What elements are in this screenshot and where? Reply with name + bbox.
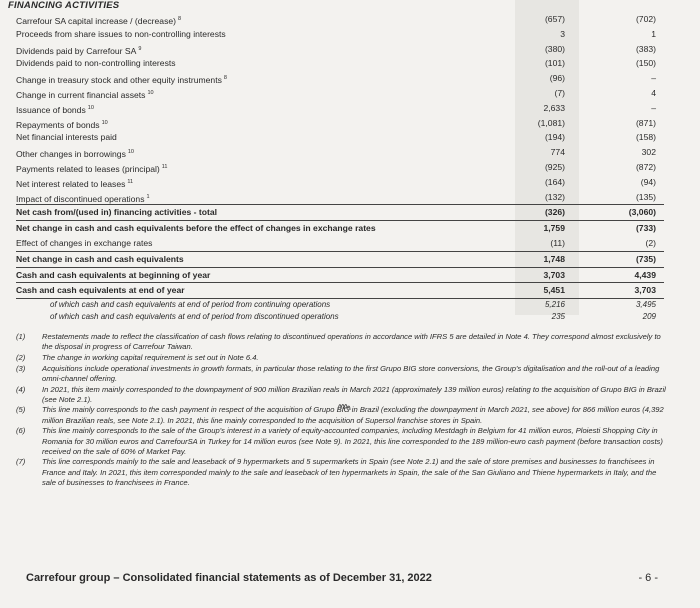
- table-row: [16, 56, 664, 71]
- value-2021: 4,439: [634, 269, 656, 280]
- footnote-text: This line mainly corresponds to the cash payment in respect of the acquisition of Grupo BIG in Brazil (excluding the downpayment in March 2021, see above) for 866 million euros (4,392 million Brazilian reals, see Note 2.1). In 2021, this line mainly corresponded to the acquisition of Supersol franchise stores in Spain.: [42, 405, 664, 425]
- footnote: [16, 426, 666, 457]
- table-row: [16, 145, 664, 160]
- value-2022: 3: [560, 28, 565, 39]
- footnote-text: This line mainly corresponds to the sale of the Group's interest in a variety of equity-accounted companies, including Mestdagh in Belgium for 41 million euros, Ploiesti Shopping City in Romania for 30 million euros and CarrefourSA in Turkey for 14 million euros (see Note 9). In 2021, this line corresponded to the 189 million-euro cash payment (before transaction costs) received on the sale of 60% of Market Pay.: [42, 426, 663, 456]
- value-2022: (101): [544, 58, 565, 69]
- row-label: Effect of changes in exchange rates: [16, 237, 153, 248]
- row-label: Dividends paid by Carrefour SA $^9$: [16, 45, 142, 56]
- row-label: Net financial interests paid: [16, 132, 117, 143]
- footnote-text: This line corresponds mainly to the sale and leaseback of 9 hypermarkets and 5 supermarkets in Spain (see Note 2.1) and the sale of store premises and businesses to franchisees in France and Italy. In 2021, this item corresponded mainly to the sale and leaseback of ten hypermarkets in Spain, the sale of the San Giuliano and Thiene hypermarkets in Italy, and the sale of businesses to franchisees in France.: [42, 457, 657, 487]
- row-label: Cash and cash equivalents at end of year: [16, 285, 185, 296]
- row-label: Issuance of bonds $^{10}$: [16, 104, 94, 115]
- value-2021: (733): [635, 223, 656, 234]
- footnote-number: (4): [16, 384, 26, 394]
- row-label: Net cash from/(used in) financing activities - total: [16, 207, 218, 218]
- value-2022: 774: [550, 147, 565, 158]
- footnote-ref: 10: [127, 149, 134, 156]
- table-row: [16, 12, 664, 27]
- value-2021: (150): [635, 58, 656, 69]
- value-2022: 1,759: [543, 223, 565, 234]
- value-2021: –: [651, 102, 656, 113]
- value-2021: (735): [635, 253, 656, 264]
- footnote-text: Acquisitions include operational investments in growth formats, in particular those relating to the first Grupo BIG store conversions, the Group's digitalisation and the roll-out of a leading omni-channel offering.: [42, 363, 660, 383]
- footnote: [16, 353, 666, 363]
- footnote-ref: 11: [127, 178, 134, 185]
- row-label: of which cash and cash equivalents at end of period from discontinued operations: [50, 312, 339, 322]
- footnote-number: (6): [16, 426, 26, 436]
- value-2021: (158): [635, 132, 656, 143]
- value-2022: 3,703: [543, 269, 565, 280]
- table-row: [16, 311, 664, 323]
- table-row: [16, 267, 664, 283]
- value-2022: 5,216: [544, 300, 565, 310]
- value-2021: (871): [635, 117, 656, 128]
- value-2022: (164): [544, 176, 565, 187]
- table-row: [16, 42, 664, 57]
- footnote-number: (3): [16, 363, 26, 373]
- value-2021: (702): [635, 14, 656, 24]
- table-row: [16, 299, 664, 311]
- value-2022: (1,081): [537, 117, 565, 128]
- value-2021: (383): [635, 43, 656, 54]
- value-2021: 209: [642, 312, 656, 322]
- footnote-ref: 11: [161, 163, 168, 170]
- row-label: Cash and cash equivalents at beginning of year: [16, 269, 211, 280]
- table-row: [16, 220, 664, 236]
- page-number: - 6 -: [638, 572, 658, 584]
- value-2022: (657): [544, 14, 565, 24]
- value-2022: 1,748: [543, 253, 565, 264]
- value-2022: (925): [544, 161, 565, 172]
- footnote-text: Restatements made to reflect the classification of cash flows relating to discontinued operations in accordance with IFRS 5 are detailed in Note 4. They correspond almost exclusively to the disposal in progress of Carrefour Taiwan.: [42, 332, 661, 352]
- value-2022: (194): [544, 132, 565, 143]
- value-2021: (94): [640, 176, 656, 187]
- value-2021: –: [651, 73, 656, 84]
- table-row: [16, 116, 664, 131]
- value-2021: 4: [651, 87, 656, 98]
- footnote: [16, 364, 666, 384]
- table-row: [16, 236, 664, 251]
- footnote-ref: 9: [138, 45, 142, 52]
- section-title: FINANCING ACTIVITIES: [8, 0, 120, 11]
- footnote-number: (1): [16, 332, 26, 341]
- table-row: [16, 190, 664, 205]
- footnote: [16, 457, 666, 488]
- value-2022: (7): [554, 87, 565, 98]
- table-row: [16, 130, 664, 145]
- footnote-number: (7): [16, 457, 26, 467]
- footnote-text: In 2021, this item mainly corresponded to the downpayment of 900 million Brazilian reals in March 2021 (approximately 139 million euros) relating to the acquisition of Grupo BIG in Brazil (see Note 2.1).: [42, 384, 666, 404]
- value-2021: 1: [651, 28, 656, 39]
- value-2022: (11): [550, 237, 565, 248]
- value-2022: (132): [544, 191, 565, 202]
- row-label: Net interest related to leases $^{11}$: [16, 178, 134, 189]
- value-2021: (3,060): [628, 207, 656, 218]
- value-2022: (380): [544, 43, 565, 54]
- handwritten-mark: [336, 400, 352, 414]
- footnote-text: The change in working capital requirement is set out in Note 6.4.: [42, 352, 259, 362]
- table-row: [16, 282, 664, 299]
- row-label: Dividends paid to non-controlling interests: [16, 58, 176, 69]
- table-row: [16, 251, 664, 267]
- table-row: [16, 86, 664, 101]
- value-2021: 3,495: [635, 300, 656, 310]
- row-label: Net change in cash and cash equivalents before the effect of changes in exchange rates: [16, 223, 376, 234]
- row-label: Payments related to leases (principal) $^{11}$: [16, 163, 168, 174]
- value-2022: 2,633: [543, 102, 565, 113]
- row-label: Carrefour SA capital increase / (decrease) $^8$: [16, 15, 182, 26]
- financing-table: [16, 12, 664, 324]
- footnote-ref: 10: [101, 119, 108, 126]
- table-row: [16, 71, 664, 86]
- table-row: [16, 204, 664, 220]
- row-label: of which cash and cash equivalents at end of period from continuing operations: [50, 300, 331, 310]
- footnote-number: (2): [16, 352, 26, 362]
- footnote-ref: 10: [147, 89, 154, 96]
- table-row: [16, 27, 664, 42]
- footnote-ref: 1: [146, 193, 150, 200]
- table-row: [16, 175, 664, 190]
- footnote: [16, 332, 666, 352]
- footnote-ref: 10: [87, 104, 94, 111]
- value-2021: (872): [635, 161, 656, 172]
- row-label: Change in treasury stock and other equity instruments $^8$: [16, 75, 227, 86]
- row-label: Net change in cash and cash equivalents: [16, 253, 184, 264]
- footnote-ref: 8: [178, 16, 182, 22]
- value-2022: (96): [549, 73, 565, 84]
- value-2022: 235: [551, 312, 565, 322]
- value-2022: (326): [544, 207, 565, 218]
- value-2021: (2): [645, 237, 656, 248]
- footnote-ref: 8: [223, 75, 227, 82]
- footnote-number: (5): [16, 405, 26, 415]
- row-label: Other changes in borrowings $^{10}$: [16, 149, 134, 160]
- row-label: Impact of discontinued operations $^1$: [16, 193, 150, 204]
- row-label: Change in current financial assets $^{10}$: [16, 89, 154, 100]
- row-label: Proceeds from share issues to non-controlling interests: [16, 28, 226, 39]
- value-2022: 5,451: [543, 285, 565, 296]
- table-row: [16, 101, 664, 116]
- value-2021: (135): [635, 191, 656, 202]
- table-row: [16, 160, 664, 175]
- document-footer: Carrefour group – Consolidated financial statements as of December 31, 2022: [26, 572, 432, 584]
- row-label: Repayments of bonds $^{10}$: [16, 119, 108, 130]
- value-2021: 3,703: [634, 285, 656, 296]
- value-2021: 302: [641, 147, 656, 158]
